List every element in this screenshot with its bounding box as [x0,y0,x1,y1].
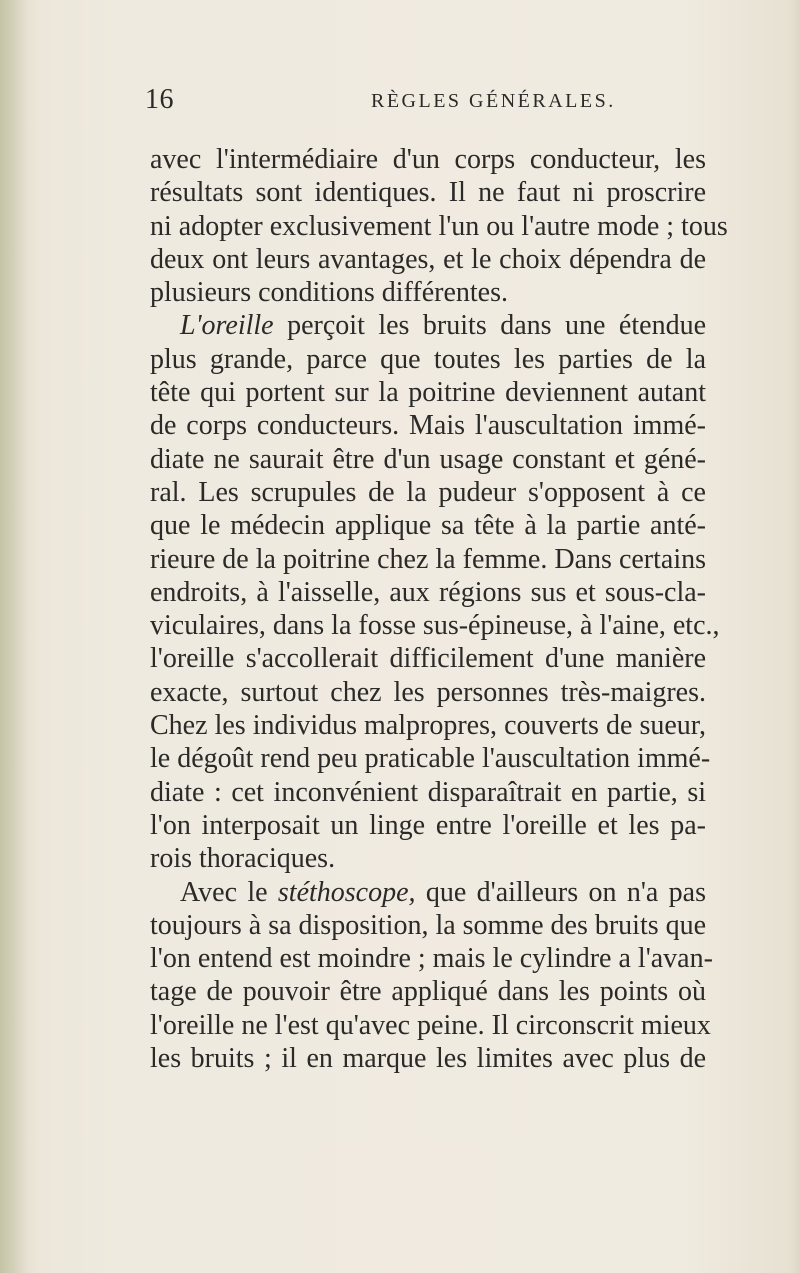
text-line: tage de pouvoir être appliqué dans les points où [150,976,706,1008]
text-line: rieure de la poitrine chez la femme. Dans certains [150,543,706,575]
text-line: l'on entend est moindre ; mais le cylindre a l'avan- [150,943,713,975]
text-line: ral. Les scrupules de la pudeur s'opposent à ce [150,476,706,508]
text-line: de corps conducteurs. Mais l'auscultation immé- [150,410,706,442]
text-line: endroits, à l'aisselle, aux régions sus et sous-cla- [150,576,706,608]
text-line: le dégoût rend peu praticable l'auscultation immé- [150,743,711,775]
body-text [150,143,728,1075]
text-line: plusieurs conditions différentes. [150,277,508,309]
emphasis-term: L'oreille [180,310,274,342]
text-line: exacte, surtout chez les personnes très-maigres. [150,676,706,708]
text-line: diate ne saurait être d'un usage constant et géné- [150,443,706,475]
text-line: L'oreille perçoit les bruits dans une étendue [180,310,706,342]
text-line: diate : cet inconvénient disparaîtrait en partie, si [150,776,706,808]
page-edge-stain [0,0,28,1273]
text-line: rois thoraciques. [150,843,336,875]
text-line: l'oreille s'accollerait difficilement d'une manière [150,643,706,675]
text-line: viculaires, dans la fosse sus-épineuse, à l'aine, etc., [150,610,720,642]
text-line: ni adopter exclusivement l'un ou l'autre mode ; tous [150,210,728,242]
text-line: résultats sont identiques. Il ne faut ni proscrire [150,177,706,209]
text-line: plus grande, parce que toutes les parties de la [150,343,706,375]
running-title: RÈGLES GÉNÉRALES. [371,90,616,112]
text-line: Chez les individus malpropres, couverts de sueur, [150,710,706,742]
text-line: deux ont leurs avantages, et le choix dépendra de [150,243,706,275]
text-line: les bruits ; il en marque les limites avec plus de [150,1043,706,1075]
text-line: avec l'intermédiaire d'un corps conducteur, les [150,144,706,175]
page-number: 16 [145,84,174,115]
text-line: l'oreille ne l'est qu'avec peine. Il circonscrit mieux [150,1009,711,1041]
text-line: toujours à sa disposition, la somme des bruits que [150,909,707,941]
emphasis-term: stéthoscope, [277,876,416,908]
text-line: l'on interposait un linge entre l'oreille et les pa- [150,809,706,841]
text-line: que le médecin applique sa tête à la partie anté- [150,510,706,542]
text-line: tête qui portent sur la poitrine deviennent autant [150,377,706,409]
text-line: Avec le stéthoscope, que d'ailleurs on n'a pas [180,876,706,908]
page-header [145,84,705,124]
